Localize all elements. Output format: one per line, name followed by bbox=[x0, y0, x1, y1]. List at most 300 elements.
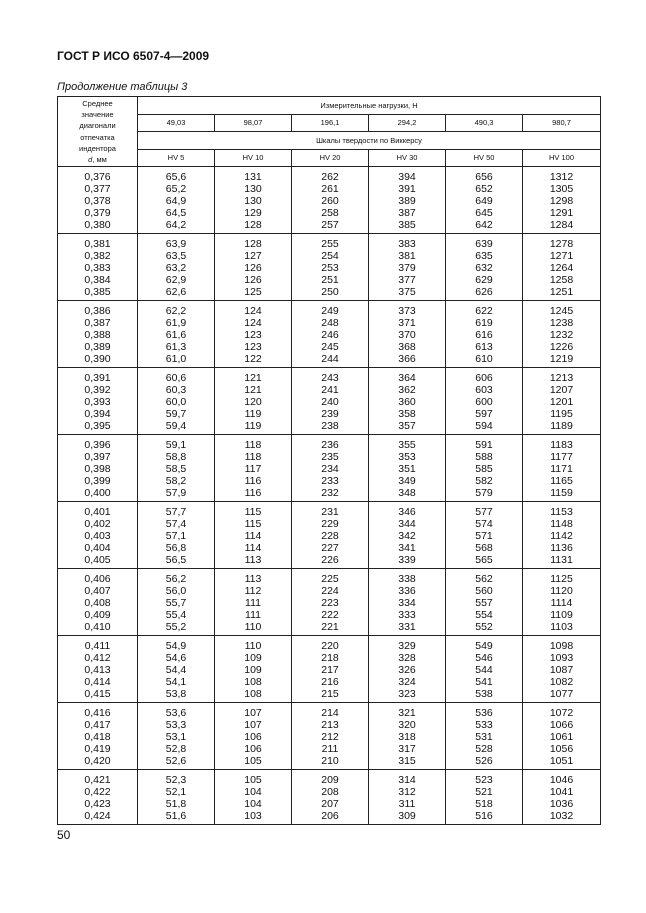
table-cell: 1036 bbox=[549, 798, 574, 811]
table-cell: 108 bbox=[244, 676, 262, 689]
table-cell: 632 bbox=[475, 262, 493, 275]
table-cell: 341 bbox=[398, 542, 416, 555]
table-cell: 0,422 bbox=[84, 786, 111, 799]
column-d bbox=[58, 502, 138, 569]
table-cell: 528 bbox=[475, 743, 493, 756]
column-hv30 bbox=[369, 368, 446, 435]
table-cell: 0,420 bbox=[84, 755, 111, 768]
column-d bbox=[58, 435, 138, 502]
table-cell: 355 bbox=[398, 439, 416, 452]
table-cell: 106 bbox=[244, 731, 262, 744]
table-cell: 0,408 bbox=[84, 597, 111, 610]
table-cell: 642 bbox=[475, 219, 493, 232]
table-cell: 0,377 bbox=[84, 183, 111, 196]
table-cell: 260 bbox=[321, 195, 339, 208]
table-cell: 533 bbox=[475, 719, 493, 732]
column-hv50 bbox=[446, 435, 523, 502]
table-cell: 0,380 bbox=[84, 219, 111, 232]
table-cell: 346 bbox=[398, 506, 416, 519]
table-cell: 0,414 bbox=[84, 676, 111, 689]
row-group bbox=[58, 703, 601, 770]
column-hv50 bbox=[446, 502, 523, 569]
row-group bbox=[58, 502, 601, 569]
table-cell: 333 bbox=[398, 609, 416, 622]
table-cell: 364 bbox=[398, 372, 416, 385]
table-cell: 65,6 bbox=[165, 171, 187, 184]
table-cell: 588 bbox=[475, 451, 493, 464]
table-cell: 254 bbox=[321, 250, 339, 263]
table-cell: 1177 bbox=[550, 451, 573, 464]
table-cell: 0,401 bbox=[84, 506, 111, 519]
table-cell: 58,8 bbox=[165, 451, 187, 464]
column-hv100 bbox=[523, 569, 601, 636]
column-hv5 bbox=[138, 301, 215, 368]
table-cell: 1041 bbox=[549, 786, 574, 799]
column-hv30 bbox=[369, 770, 446, 825]
table-cell: 357 bbox=[398, 420, 416, 433]
table-cell: 391 bbox=[398, 183, 416, 196]
column-hv100 bbox=[523, 502, 601, 569]
table-cell: 52,1 bbox=[165, 786, 187, 799]
table-cell: 606 bbox=[475, 372, 493, 385]
table-cell: 54,6 bbox=[165, 652, 187, 665]
column-hv20 bbox=[292, 703, 369, 770]
column-hv30 bbox=[369, 636, 446, 703]
table-cell: 0,383 bbox=[84, 262, 111, 275]
column-d bbox=[58, 301, 138, 368]
scale-header: HV 20 bbox=[292, 149, 369, 167]
table-cell: 123 bbox=[244, 329, 262, 342]
table-cell: 253 bbox=[321, 262, 339, 275]
table-cell: 541 bbox=[475, 676, 493, 689]
column-hv30 bbox=[369, 435, 446, 502]
table-cell: 562 bbox=[475, 573, 493, 586]
column-hv5 bbox=[138, 569, 215, 636]
table-cell: 118 bbox=[244, 451, 262, 464]
table-cell: 622 bbox=[475, 305, 493, 318]
table-cell: 250 bbox=[321, 286, 339, 299]
table-cell: 221 bbox=[321, 621, 339, 634]
table-cell: 536 bbox=[475, 707, 493, 720]
column-hv10 bbox=[215, 234, 292, 301]
column-hv50 bbox=[446, 770, 523, 825]
row-group bbox=[58, 770, 601, 825]
table-cell: 56,8 bbox=[165, 542, 187, 555]
table-cell: 518 bbox=[475, 798, 493, 811]
column-hv50 bbox=[446, 301, 523, 368]
table-cell: 222 bbox=[321, 609, 339, 622]
row-group bbox=[58, 569, 601, 636]
table-cell: 228 bbox=[321, 530, 339, 543]
table-cell: 241 bbox=[321, 384, 339, 397]
table-cell: 124 bbox=[244, 317, 262, 330]
table-cell: 1142 bbox=[550, 530, 573, 543]
table-cell: 0,392 bbox=[84, 384, 111, 397]
table-cell: 220 bbox=[321, 640, 339, 653]
table-cell: 1264 bbox=[549, 262, 574, 275]
column-hv30 bbox=[369, 167, 446, 234]
table-cell: 0,394 bbox=[84, 408, 111, 421]
table-cell: 55,4 bbox=[165, 609, 187, 622]
table-cell: 63,9 bbox=[165, 238, 187, 251]
table-cell: 314 bbox=[398, 774, 416, 787]
table-cell: 116 bbox=[244, 487, 262, 500]
table-cell: 366 bbox=[398, 353, 416, 366]
table-cell: 0,384 bbox=[84, 274, 111, 287]
table-cell: 215 bbox=[321, 688, 339, 701]
table-cell: 214 bbox=[321, 707, 339, 720]
table-cell: 1201 bbox=[549, 396, 574, 409]
table-cell: 1183 bbox=[550, 439, 573, 452]
row-group bbox=[58, 234, 601, 301]
column-hv100 bbox=[523, 368, 601, 435]
table-cell: 257 bbox=[321, 219, 339, 232]
load-header: 980,7 bbox=[523, 114, 601, 132]
table-cell: 1120 bbox=[550, 585, 573, 598]
table-cell: 111 bbox=[245, 609, 261, 622]
table-cell: 1278 bbox=[549, 238, 574, 251]
table-cell: 0,407 bbox=[84, 585, 111, 598]
table-cell: 1189 bbox=[550, 420, 573, 433]
table-cell: 208 bbox=[321, 786, 339, 799]
table-cell: 57,9 bbox=[165, 487, 187, 500]
scale-header: HV 50 bbox=[446, 149, 523, 167]
column-hv20 bbox=[292, 301, 369, 368]
table-cell: 377 bbox=[398, 274, 416, 287]
table-cell: 113 bbox=[244, 554, 262, 567]
table-cell: 0,382 bbox=[84, 250, 111, 263]
table-cell: 63,2 bbox=[165, 262, 187, 275]
table-cell: 234 bbox=[321, 463, 339, 476]
table-cell: 0,417 bbox=[84, 719, 111, 732]
table-cell: 394 bbox=[398, 171, 416, 184]
table-cell: 119 bbox=[244, 408, 262, 421]
column-hv5 bbox=[138, 502, 215, 569]
table-cell: 60,0 bbox=[165, 396, 187, 409]
table-cell: 110 bbox=[244, 640, 262, 653]
table-cell: 58,2 bbox=[165, 475, 187, 488]
column-hv10 bbox=[215, 636, 292, 703]
table-cell: 105 bbox=[244, 774, 262, 787]
table-cell: 613 bbox=[475, 341, 493, 354]
document-title: ГОСТ Р ИСО 6507-4—2009 bbox=[57, 49, 210, 63]
table-cell: 108 bbox=[244, 688, 262, 701]
table-cell: 1284 bbox=[549, 219, 574, 232]
table-cell: 610 bbox=[475, 353, 493, 366]
table-cell: 119 bbox=[244, 420, 262, 433]
table-cell: 107 bbox=[244, 719, 262, 732]
column-hv100 bbox=[523, 703, 601, 770]
column-hv20 bbox=[292, 502, 369, 569]
table-cell: 336 bbox=[398, 585, 416, 598]
loads-title: Измерительные нагрузки, Н bbox=[138, 97, 601, 115]
table-cell: 121 bbox=[244, 384, 262, 397]
table-cell: 128 bbox=[244, 219, 262, 232]
table-cell: 0,395 bbox=[84, 420, 111, 433]
table-cell: 339 bbox=[398, 554, 416, 567]
table-cell: 526 bbox=[475, 755, 493, 768]
table-cell: 64,9 bbox=[165, 195, 187, 208]
table-cell: 112 bbox=[244, 585, 262, 598]
table-cell: 328 bbox=[398, 652, 416, 665]
table-cell: 1046 bbox=[549, 774, 574, 787]
table-cell: 358 bbox=[398, 408, 416, 421]
table-cell: 60,3 bbox=[165, 384, 187, 397]
table-cell: 582 bbox=[475, 475, 493, 488]
table-cell: 0,413 bbox=[84, 664, 111, 677]
table-cell: 235 bbox=[321, 451, 339, 464]
column-hv5 bbox=[138, 368, 215, 435]
table-cell: 115 bbox=[244, 518, 262, 531]
table-cell: 59,4 bbox=[165, 420, 187, 433]
table-cell: 258 bbox=[321, 207, 339, 220]
table-cell: 53,6 bbox=[165, 707, 187, 720]
table-cell: 0,406 bbox=[84, 573, 111, 586]
table-cell: 0,423 bbox=[84, 798, 111, 811]
table-cell: 103 bbox=[244, 810, 262, 823]
table-cell: 383 bbox=[398, 238, 416, 251]
table-cell: 53,8 bbox=[165, 688, 187, 701]
table-cell: 249 bbox=[321, 305, 339, 318]
table-cell: 0,411 bbox=[84, 640, 111, 653]
table-cell: 0,419 bbox=[84, 743, 111, 756]
table-cell: 116 bbox=[244, 475, 262, 488]
table-cell: 1125 bbox=[550, 573, 573, 586]
table-cell: 338 bbox=[398, 573, 416, 586]
table-cell: 652 bbox=[475, 183, 493, 196]
table-cell: 54,4 bbox=[165, 664, 187, 677]
table-cell: 117 bbox=[244, 463, 262, 476]
table-cell: 1195 bbox=[550, 408, 573, 421]
vickers-hardness-table bbox=[57, 96, 601, 825]
table-cell: 123 bbox=[244, 341, 262, 354]
scale-header: HV 100 bbox=[523, 149, 601, 167]
table-cell: 0,378 bbox=[84, 195, 111, 208]
table-cell: 565 bbox=[475, 554, 493, 567]
column-hv100 bbox=[523, 301, 601, 368]
table-cell: 232 bbox=[321, 487, 339, 500]
column-hv50 bbox=[446, 636, 523, 703]
table-cell: 1082 bbox=[549, 676, 574, 689]
table-cell: 218 bbox=[321, 652, 339, 665]
table-cell: 109 bbox=[244, 652, 262, 665]
table-cell: 212 bbox=[321, 731, 339, 744]
table-cell: 544 bbox=[475, 664, 493, 677]
table-cell: 59,7 bbox=[165, 408, 187, 421]
table-cell: 318 bbox=[398, 731, 416, 744]
table-cell: 113 bbox=[244, 573, 262, 586]
table-cell: 0,416 bbox=[84, 707, 111, 720]
table-cell: 344 bbox=[398, 518, 416, 531]
table-cell: 207 bbox=[321, 798, 339, 811]
scale-header: HV 30 bbox=[369, 149, 446, 167]
table-cell: 1271 bbox=[549, 250, 574, 263]
table-cell: 557 bbox=[475, 597, 493, 610]
table-cell: 597 bbox=[475, 408, 493, 421]
table-cell: 114 bbox=[244, 542, 262, 555]
table-cell: 217 bbox=[321, 664, 339, 677]
table-cell: 58,5 bbox=[165, 463, 187, 476]
table-cell: 309 bbox=[398, 810, 416, 823]
table-cell: 0,389 bbox=[84, 341, 111, 354]
table-cell: 64,2 bbox=[165, 219, 187, 232]
table-cell: 594 bbox=[475, 420, 493, 433]
table-cell: 127 bbox=[244, 250, 262, 263]
table-cell: 1305 bbox=[549, 183, 574, 196]
table-cell: 317 bbox=[398, 743, 416, 756]
table-cell: 55,2 bbox=[165, 621, 187, 634]
table-cell: 63,5 bbox=[165, 250, 187, 263]
table-cell: 603 bbox=[475, 384, 493, 397]
table-cell: 1238 bbox=[549, 317, 574, 330]
table-cell: 122 bbox=[244, 353, 262, 366]
table-cell: 111 bbox=[245, 597, 261, 610]
table-cell: 585 bbox=[475, 463, 493, 476]
column-hv30 bbox=[369, 234, 446, 301]
table-cell: 1103 bbox=[550, 621, 573, 634]
table-cell: 362 bbox=[398, 384, 416, 397]
table-cell: 1171 bbox=[550, 463, 573, 476]
table-cell: 246 bbox=[321, 329, 339, 342]
table-cell: 0,405 bbox=[84, 554, 111, 567]
table-cell: 0,424 bbox=[84, 810, 111, 823]
table-cell: 226 bbox=[321, 554, 339, 567]
table-cell: 315 bbox=[398, 755, 416, 768]
column-d bbox=[58, 234, 138, 301]
column-hv10 bbox=[215, 301, 292, 368]
table-cell: 1051 bbox=[549, 755, 574, 768]
table-cell: 56,0 bbox=[165, 585, 187, 598]
load-header: 49,03 bbox=[138, 114, 215, 132]
table-cell: 1165 bbox=[550, 475, 573, 488]
table-cell: 389 bbox=[398, 195, 416, 208]
table-cell: 125 bbox=[244, 286, 262, 299]
table-cell: 54,9 bbox=[165, 640, 187, 653]
table-cell: 0,390 bbox=[84, 353, 111, 366]
table-cell: 1226 bbox=[549, 341, 574, 354]
table-cell: 619 bbox=[475, 317, 493, 330]
table-cell: 114 bbox=[244, 530, 262, 543]
table-cell: 60,6 bbox=[165, 372, 187, 385]
column-hv5 bbox=[138, 636, 215, 703]
table-cell: 105 bbox=[244, 755, 262, 768]
table-cell: 351 bbox=[398, 463, 416, 476]
column-hv20 bbox=[292, 435, 369, 502]
load-header: 98,07 bbox=[215, 114, 292, 132]
row-group bbox=[58, 636, 601, 703]
table-cell: 1032 bbox=[549, 810, 574, 823]
table-cell: 0,397 bbox=[84, 451, 111, 464]
table-cell: 107 bbox=[244, 707, 262, 720]
table-cell: 320 bbox=[398, 719, 416, 732]
table-cell: 261 bbox=[321, 183, 339, 196]
column-hv10 bbox=[215, 435, 292, 502]
column-d bbox=[58, 703, 138, 770]
load-header: 294,2 bbox=[369, 114, 446, 132]
table-cell: 353 bbox=[398, 451, 416, 464]
table-cell: 0,391 bbox=[84, 372, 111, 385]
table-cell: 0,409 bbox=[84, 609, 111, 622]
column-hv30 bbox=[369, 502, 446, 569]
table-cell: 62,9 bbox=[165, 274, 187, 287]
table-cell: 51,8 bbox=[165, 798, 187, 811]
table-cell: 129 bbox=[244, 207, 262, 220]
table-cell: 233 bbox=[321, 475, 339, 488]
table-cell: 1087 bbox=[549, 664, 574, 677]
table-cell: 1072 bbox=[549, 707, 574, 720]
table-cell: 546 bbox=[475, 652, 493, 665]
table-cell: 0,402 bbox=[84, 518, 111, 531]
column-hv50 bbox=[446, 167, 523, 234]
table-cell: 1258 bbox=[549, 274, 574, 287]
column-d bbox=[58, 167, 138, 234]
table-cell: 56,5 bbox=[165, 554, 187, 567]
table-cell: 0,403 bbox=[84, 530, 111, 543]
table-cell: 600 bbox=[475, 396, 493, 409]
table-cell: 54,1 bbox=[165, 676, 187, 689]
table-cell: 629 bbox=[475, 274, 493, 287]
table-cell: 231 bbox=[321, 506, 339, 519]
table-cell: 255 bbox=[321, 238, 339, 251]
column-d bbox=[58, 569, 138, 636]
table-cell: 0,418 bbox=[84, 731, 111, 744]
table-cell: 329 bbox=[398, 640, 416, 653]
table-cell: 516 bbox=[475, 810, 493, 823]
table-cell: 1213 bbox=[549, 372, 574, 385]
column-hv5 bbox=[138, 703, 215, 770]
table-cell: 342 bbox=[398, 530, 416, 543]
table-cell: 243 bbox=[321, 372, 339, 385]
column-hv20 bbox=[292, 234, 369, 301]
table-cell: 373 bbox=[398, 305, 416, 318]
table-cell: 61,9 bbox=[165, 317, 187, 330]
table-cell: 616 bbox=[475, 329, 493, 342]
diagonal-column-header: Среднее значение диагонали отпечатка индентора d, мм bbox=[58, 97, 138, 167]
loads-row bbox=[58, 114, 601, 132]
table-cell: 62,6 bbox=[165, 286, 187, 299]
table-cell: 375 bbox=[398, 286, 416, 299]
table-cell: 0,379 bbox=[84, 207, 111, 220]
table-cell: 216 bbox=[321, 676, 339, 689]
load-header: 490,3 bbox=[446, 114, 523, 132]
table-cell: 326 bbox=[398, 664, 416, 677]
table-cell: 1056 bbox=[549, 743, 574, 756]
table-cell: 225 bbox=[321, 573, 339, 586]
table-cell: 53,1 bbox=[165, 731, 187, 744]
table-cell: 577 bbox=[475, 506, 493, 519]
scales-row bbox=[58, 149, 601, 167]
table-cell: 104 bbox=[244, 786, 262, 799]
table-cell: 131 bbox=[244, 171, 262, 184]
table-cell: 0,381 bbox=[84, 238, 111, 251]
table-cell: 0,398 bbox=[84, 463, 111, 476]
table-cell: 312 bbox=[398, 786, 416, 799]
column-hv100 bbox=[523, 167, 601, 234]
table-cell: 51,6 bbox=[165, 810, 187, 823]
table-cell: 311 bbox=[398, 798, 416, 811]
table-cell: 245 bbox=[321, 341, 339, 354]
table-cell: 229 bbox=[321, 518, 339, 531]
table-cell: 0,410 bbox=[84, 621, 111, 634]
column-hv50 bbox=[446, 234, 523, 301]
column-hv20 bbox=[292, 167, 369, 234]
table-cell: 521 bbox=[475, 786, 493, 799]
table-cell: 56,2 bbox=[165, 573, 187, 586]
table-cell: 62,2 bbox=[165, 305, 187, 318]
column-hv5 bbox=[138, 770, 215, 825]
table-cell: 126 bbox=[244, 274, 262, 287]
table-cell: 1109 bbox=[550, 609, 573, 622]
